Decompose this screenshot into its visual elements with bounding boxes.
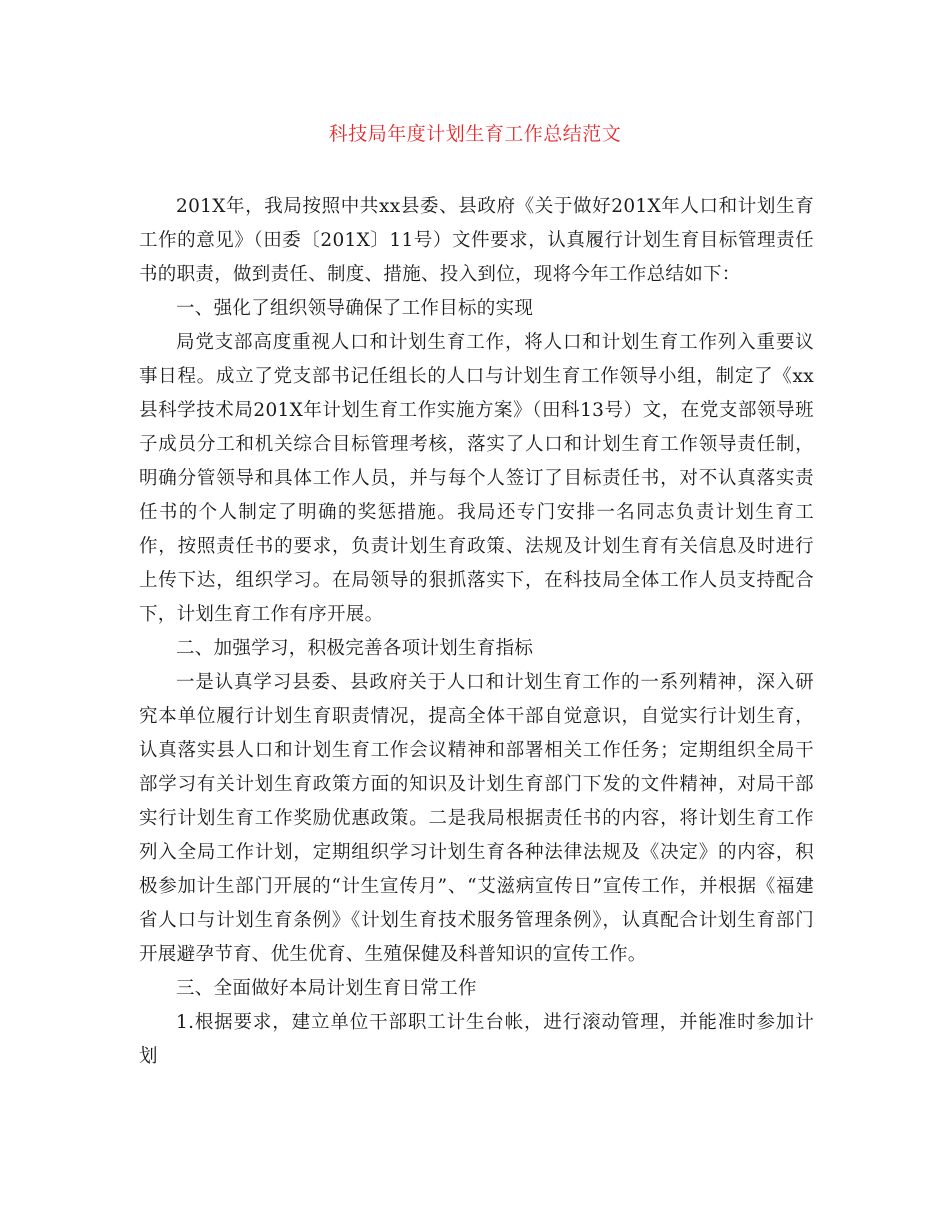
section-2-paragraph: 一是认真学习县委、县政府关于人口和计划生育工作的一系列精神，深入研究本单位履行计划生育职责情况，提高全体干部自觉意识，自觉实行计划生育，认真落实县人口和计划生育工作会议精神和部署相关工作任务；定期组织全局干部学习有关计划生育政策方面的知识及计划生育部门下发的文件精神，对局干部实行计划生育工作奖励优惠政策。二是我局根据责任书的内容，将计划生育工作列入全局工作计划，定期组织学习计划生育各种法律法规及《决定》的内容，积极参加计生部门开展的“计生宣传月”、“艾滋病宣传日”宣传工作，并根据《福建省人口与计划生育条例》《计划生育技术服务管理条例》，认真配合计划生育部门开展避孕节育、优生优育、生殖保健及科普知识的宣传工作。: [139, 672, 814, 965]
section-3-item-1: 1.根据要求，建立单位干部职工计生台帐，进行滚动管理，并能准时参加计划: [139, 1012, 814, 1067]
section-heading-2: 二、加强学习，积极完善各项计划生育指标: [176, 638, 534, 659]
section-1-paragraph: 局党支部高度重视人口和计划生育工作，将人口和计划生育工作列入重要议事日程。成立了党支部书记任组长的人口与计划生育工作领导小组，制定了《xx县科学技术局201X年计划生育工作实施方案》（田科13号）文，在党支部领导班子成员分工和机关综合目标管理考核，落实了人口和计划生育工作领导责任制，明确分管领导和具体工作人员，并与每个人签订了目标责任书，对不认真落实责任书的个人制定了明确的奖惩措施。我局还专门安排一名同志负责计划生育工作，按照责任书的要求，负责计划生育政策、法规及计划生育有关信息及时进行上传下达，组织学习。在局领导的狠抓落实下，在科技局全体工作人员支持配合下，计划生育工作有序开展。: [139, 332, 814, 625]
document-title: 科技局年度计划生育工作总结范文: [328, 123, 622, 145]
section-heading-3: 三、全面做好本局计划生育日常工作: [176, 978, 477, 999]
intro-paragraph: 201X年，我局按照中共xx县委、县政府《关于做好201X年人口和计划生育工作的意见》（田委〔201X〕11号）文件要求，认真履行计划生育目标管理责任书的职责，做到责任、制度、措施、投入到位，现将今年工作总结如下：: [139, 196, 814, 285]
section-heading-1: 一、强化了组织领导确保了工作目标的实现: [176, 298, 534, 319]
document-body: [139, 190, 814, 1074]
